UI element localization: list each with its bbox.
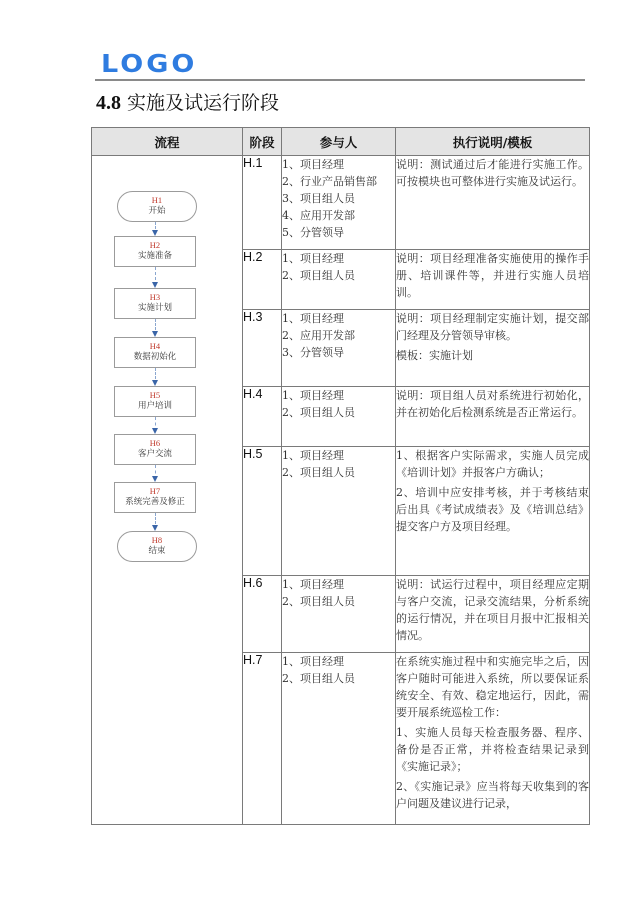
participant-item: 5、分管领导 [282, 226, 344, 239]
participant-item: 3、项目组人员 [282, 192, 355, 205]
participant-item: 1、项目经理 [282, 449, 344, 462]
flowchart-node-label: 数据初始化 [133, 352, 177, 362]
section-number: 4.8 [96, 92, 121, 114]
flowchart-node-code: H2 [149, 240, 161, 250]
participants-cell [282, 447, 396, 576]
description-paragraph: 1、根据客户实际需求，实施人员完成《培训计划》并报客户方确认； [396, 449, 589, 479]
participant-item: 1、项目经理 [282, 655, 344, 668]
section-heading [96, 88, 279, 115]
column-header-stage: 阶段 [243, 128, 282, 156]
flowchart-node-code: H3 [149, 292, 161, 302]
flow-arrow-icon [155, 465, 156, 479]
stage-cell: H.3 [243, 310, 282, 387]
flowchart-node-label: 实施准备 [137, 251, 172, 261]
description-paragraph: 说明：测试通过后才能进行实施工作。可按模块也可整体进行实施及试运行。 [396, 158, 589, 188]
stage-cell: H.1 [243, 156, 282, 250]
participants-cell [282, 653, 396, 825]
description-paragraph: 说明：项目经理制定实施计划，提交部门经理及分管领导审核。 [396, 312, 589, 342]
stage-cell: H.4 [243, 387, 282, 447]
flow-arrow-icon [155, 222, 156, 233]
header-divider [95, 79, 585, 81]
flowchart-node-code: H4 [149, 341, 161, 351]
participant-item: 1、项目经理 [282, 578, 344, 591]
stage-cell: H.2 [243, 250, 282, 310]
participants-cell [282, 310, 396, 387]
description-paragraph: 1、实施人员每天检查服务器、程序、备份是否正常，并将检查结果记录到《实施记录》； [396, 726, 589, 773]
flowchart-node-code: H8 [151, 535, 163, 545]
description-paragraph: 说明：试运行过程中，项目经理应定期与客户交流，记录交流结果，分析系统的运行情况，并在项目月报中汇报相关情况。 [396, 578, 589, 642]
column-header-flow: 流程 [92, 128, 243, 156]
participant-item: 2、行业产品销售部 [282, 175, 377, 188]
flowchart-node-h8 [117, 531, 197, 562]
stage-cell: H.5 [243, 447, 282, 576]
flowchart-node-label: 系统完善及修正 [125, 497, 185, 507]
column-header-participants: 参与人 [282, 128, 396, 156]
description-cell [396, 653, 590, 825]
participant-item: 1、项目经理 [282, 312, 344, 325]
flowchart-node-h6 [114, 434, 196, 465]
participants-cell [282, 387, 396, 447]
flowchart-node-h4 [114, 337, 196, 368]
flowchart-node-h5 [114, 386, 196, 417]
table-header-row [92, 128, 590, 156]
flowchart-node-label: 开始 [148, 206, 166, 216]
flowchart-node-h1 [117, 191, 197, 222]
participant-item: 2、项目组人员 [282, 595, 355, 608]
flowchart-cell [92, 156, 243, 825]
flowchart-node-label: 实施计划 [137, 303, 172, 313]
flowchart-node-h7 [114, 482, 196, 513]
table-row [92, 156, 590, 250]
participant-item: 1、项目经理 [282, 389, 344, 402]
flowchart-node-h3 [114, 288, 196, 319]
participant-item: 2、项目组人员 [282, 269, 355, 282]
participant-item: 1、项目经理 [282, 252, 344, 265]
description-paragraph: 2、培训中应安排考核，并于考核结束后出具《考试成绩表》及《培训总结》提交客户方及项目经理。 [396, 486, 589, 533]
flowchart-node-label: 客户交流 [137, 449, 172, 459]
description-cell [396, 576, 590, 653]
participants-cell [282, 156, 396, 250]
participant-item: 3、分管领导 [282, 346, 344, 359]
description-paragraph: 模板：实施计划 [396, 349, 473, 362]
stage-cell: H.7 [243, 653, 282, 825]
flow-arrow-icon [155, 368, 156, 383]
participant-item: 2、应用开发部 [282, 329, 355, 342]
flow-arrow-icon [155, 267, 156, 285]
stage-cell: H.6 [243, 576, 282, 653]
flowchart-node-label: 结束 [148, 546, 166, 556]
flowchart-node-code: H6 [149, 438, 161, 448]
participant-item: 2、项目组人员 [282, 466, 355, 479]
participant-item: 2、项目组人员 [282, 406, 355, 419]
description-paragraph: 说明：项目组人员对系统进行初始化，并在初始化后检测系统是否正常运行。 [396, 389, 589, 419]
participants-cell [282, 250, 396, 310]
logo: LOGO [101, 50, 198, 79]
participants-cell [282, 576, 396, 653]
flowchart-node-label: 用户培训 [137, 401, 172, 411]
flow-arrow-icon [155, 319, 156, 334]
flowchart-node-code: H7 [149, 486, 161, 496]
description-cell [396, 387, 590, 447]
description-paragraph: 2、《实施记录》应当将每天收集到的客户问题及建议进行记录， [396, 780, 589, 810]
participant-item: 2、项目组人员 [282, 672, 355, 685]
participant-item: 4、应用开发部 [282, 209, 355, 222]
description-paragraph: 在系统实施过程中和实施完毕之后，因客户随时可能进入系统，所以要保证系统安全、有效、稳定地运行，因此，需要开展系统巡检工作： [396, 655, 589, 719]
description-cell [396, 156, 590, 250]
flowchart-node-code: H5 [149, 390, 161, 400]
flowchart-node-code: H1 [151, 195, 163, 205]
description-paragraph: 说明：项目经理准备实施使用的操作手册、培训课件等，并进行实施人员培训。 [396, 252, 589, 299]
flow-arrow-icon [155, 513, 156, 528]
flow-arrow-icon [155, 417, 156, 431]
description-cell [396, 447, 590, 576]
section-title: 实施及试运行阶段 [127, 92, 280, 114]
description-cell [396, 310, 590, 387]
participant-item: 1、项目经理 [282, 158, 344, 171]
flowchart-node-h2 [114, 236, 196, 267]
process-table [91, 127, 590, 825]
column-header-description: 执行说明/模板 [396, 128, 590, 156]
description-cell [396, 250, 590, 310]
